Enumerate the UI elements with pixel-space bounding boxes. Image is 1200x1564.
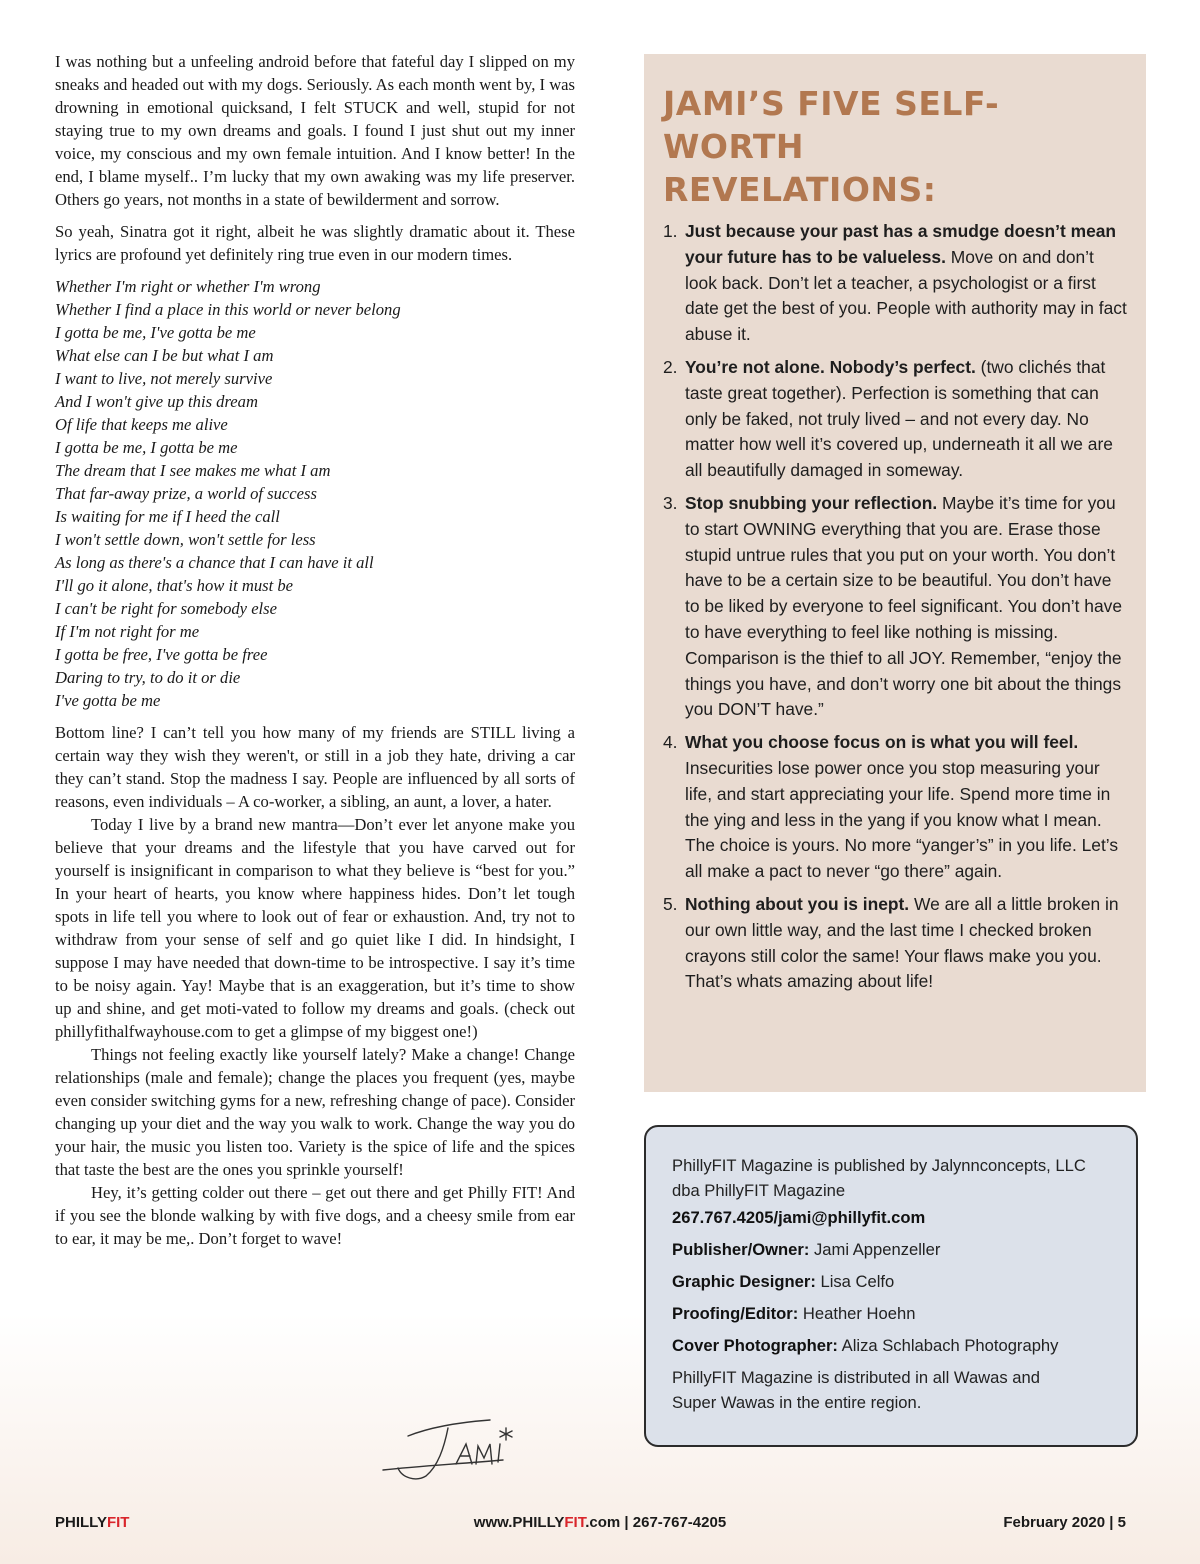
revelation-number: 3. [663,492,678,513]
lyric-line: Is waiting for me if I heed the call [55,507,280,526]
lyric-line: I can't be right for somebody else [55,599,277,618]
revelations-sidebar [644,54,1146,1092]
lyric-line: I won't settle down, won't settle for less [55,530,316,549]
credit-name: Jami Appenzeller [809,1240,941,1259]
sidebar-title-line: JAMI’S FIVE SELF-WORTH [663,84,1000,166]
revelation-number: 4. [663,732,678,753]
lyric-line: That far-away prize, a world of success [55,484,317,503]
credit-name: Heather Hoehn [798,1304,916,1323]
lyric-line: Daring to try, to do it or die [55,668,241,687]
credit-name: Aliza Schlabach Photography [837,1336,1059,1355]
revelation-text: Insecurities lose power once you stop measuring your life, and start appreciating your life. Spend more time in the ying and less in the yang if you know what I mean. The choice is yours. No more “yanger’s” in you life. Let’s all make a pact to never “go there” again. [685,757,1119,882]
article-paragraph: Things not feeling exactly like yourself lately? Make a change! Change relationships (male and female); change the places you frequent (yes, maybe even consider switching gyms for a new, refreshing change of pace). Consider changing up your diet and the way you walk to work. Change the way you do your hair, the music you listen too. Variety is the spice of life and the spices that taste the best are the ones you sprinkle yourself! [55,1045,575,1179]
contact-info[interactable] [672,1205,1116,1230]
article-column [55,50,575,1250]
distribution-statement [672,1365,1116,1415]
revelation-heading: What you choose focus on is what you will feel. [685,732,1079,753]
page-footer [0,1514,1200,1536]
article-paragraph: So yeah, Sinatra got it right, albeit he was slightly dramatic about it. These lyrics are profound yet definitely ring true even in our modern times. [55,222,575,264]
credit-role: Cover Photographer: [672,1336,838,1355]
lyric-line: And I won't give up this dream [55,392,258,411]
lyric-line: Of life that keeps me alive [55,415,228,434]
lyric-line: I gotta be free, I've gotta be free [55,645,268,664]
contact-text: 267.767.4205/jami@phillyfit.com [672,1208,926,1227]
publisher-statement [672,1153,1116,1203]
site-suffix: .com | 267-767-4205 [585,1514,727,1531]
lyric-line: I gotta be me, I've gotta be me [55,323,256,342]
sidebar-title [663,82,1128,211]
lyric-line: What else can I be but what I am [55,346,274,365]
lyric-line: If I'm not right for me [55,622,200,641]
revelation-text: Maybe it’s time for you to start OWNING everything that you are. Erase those stupid untrue rules that you put on your worth. You don’t have to be a certain size to be beautiful. You don’t have to be liked by everyone to feel significant. You don’t have to have everything to feel like nothing is missing. Comparison is the thief to all JOY. Remember, “enjoy the things you have, and don’t worry one bit about the things you DON’T have.” [685,492,1122,720]
distribution-line: Super Wawas in the entire region. [672,1393,922,1412]
article-paragraph: Bottom line? I can’t tell you how many of my friends are STILL living a certain way they wish they weren't, or still in a job they hate, driving a car they can’t stand. Stop the madness I say. People are influenced by all sorts of reasons, even individuals – A co-worker, a sibling, an aunt, a lover, a hater. [55,723,575,811]
revelation-number: 2. [663,356,678,377]
lyric-line: I'll go it alone, that's how it must be [55,576,294,595]
credit-line [672,1237,1116,1262]
credit-role: Publisher/Owner: [672,1240,810,1259]
credit-role: Graphic Designer: [672,1272,816,1291]
article-paragraph: Hey, it’s getting colder out there – get out there and get Philly FIT! And if you see the blonde walking by with five dogs, and a cheesy smile from ear to ear, it may be me,. Don’t forget to wave! [55,1183,575,1248]
revelations-list [663,219,1128,995]
revelation-item [663,730,1128,885]
revelation-heading: Nothing about you is inept. [685,893,910,914]
revelation-item [663,892,1128,995]
lyric-line: I gotta be me, I gotta be me [55,438,238,457]
credit-name: Lisa Celfo [815,1272,895,1291]
site-prefix: www.PHILLY [473,1514,565,1531]
lyric-line: The dream that I see makes me what I am [55,461,331,480]
credit-line [672,1301,1116,1326]
revelation-text: (two clichés that taste great together). Perfection is something that can only be faked, not truly lived – and not every day. No matter how well it’s covered up, underneath it all we are all beautifully damaged in someway. [685,356,1113,481]
masthead-box [644,1125,1138,1447]
lyric-line: As long as there's a chance that I can have it all [55,553,374,572]
revelation-text: Move on and don’t look back. Don’t let a teacher, a psychologist or a first date get the best of you. People with authority may in fact abuse it. [685,246,1127,345]
site-accent: FIT [564,1514,586,1531]
brand-accent: FIT [106,1514,130,1531]
brand-prefix: PHILLY [55,1514,107,1531]
revelation-item [663,219,1128,348]
revelation-text: We are all a little broken in our own little way, and the last time I checked broken crayons still color the same! Your flaws make you you. That’s whats amazing about life! [685,893,1119,992]
article-paragraph: Today I live by a brand new mantra—Don’t ever let anyone make you believe that your dreams and the lifestyle that you have carved out for yourself is insignificant in comparison to what they believe is “best for you.” In your heart of hearts, you know where happiness hides. Don’t let tough spots in life tell you where to look out of fear or exhaustion. And, try not to withdraw from your sense of self and go quiet like I did. In hindsight, I suppose I may have needed that down-time to be introspective. I say it’s time to be noisy again. Yay! Maybe that is an exaggeration, but it’s time to show up and shine, and get moti-vated to follow my dreams and goals. (check out phillyfithalfwayhouse.com to get a glimpse of my biggest one!) [55,815,575,1041]
revelation-item [663,355,1128,484]
lyric-line: Whether I find a place in this world or never belong [55,300,401,319]
revelation-number: 1. [663,221,678,241]
revelation-heading: Stop snubbing your reflection. [685,492,938,513]
author-signature [378,1408,528,1490]
publisher-line: dba PhillyFIT Magazine [672,1181,846,1200]
revelation-number: 5. [663,893,678,914]
revelation-heading: You’re not alone. Nobody’s perfect. [685,356,976,377]
credit-line [672,1333,1116,1358]
credit-role: Proofing/Editor: [672,1304,799,1323]
credits-list [672,1237,1116,1358]
song-lyrics [55,275,575,712]
distribution-line: PhillyFIT Magazine is distributed in all Wawas and [672,1368,1040,1387]
footer-issue: February 2020 | 5 [1003,1514,1126,1531]
revelation-item [663,491,1128,723]
lyric-line: Whether I'm right or whether I'm wrong [55,277,321,296]
revelation-heading: Just because your past has a smudge doesn’t mean your future has to be valueless. [685,221,1117,267]
credit-line [672,1269,1116,1294]
publisher-line: PhillyFIT Magazine is published by Jalynnconcepts, LLC [672,1156,1086,1175]
sidebar-title-line: REVELATIONS: [663,170,937,209]
article-paragraph: I was nothing but a unfeeling android before that fateful day I slipped on my sneaks and headed out with my dogs. Seriously. As each month went by, I was drowning in emotional quicksand, I felt STUCK and well, stupid for not staying true to my own dreams and goals. I found I just shut out my inner voice, my conscious and my own female intuition. And I know better! In the end, I blame myself.. I’m lucky that my own awaking was my life preserver. Others go years, not months in a state of bewilderment and sorrow. [55,52,576,209]
lyric-line: I want to live, not merely survive [55,369,273,388]
signature-graphic [378,1408,528,1490]
lyric-line: I've gotta be me [55,691,161,710]
